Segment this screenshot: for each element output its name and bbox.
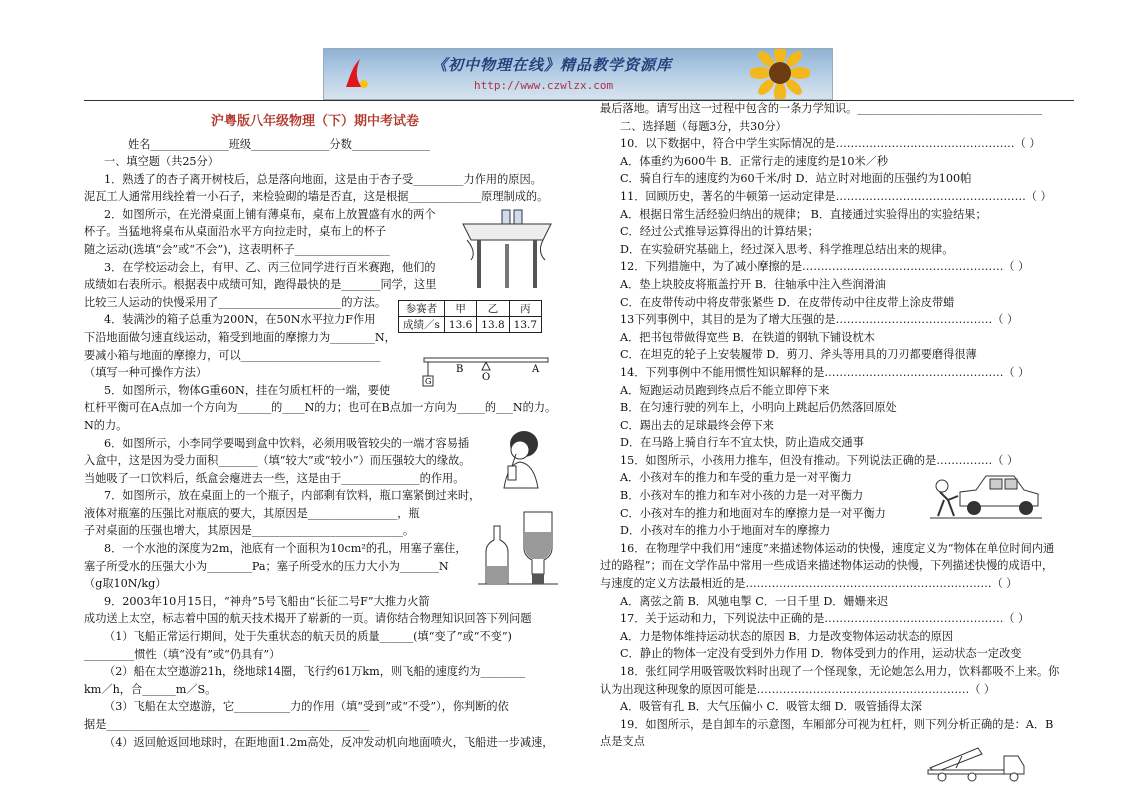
q6-line: 6．如图所示，小李同学要喝到盒中饮料，必须用吸管较尖的一端才容易插 (104, 436, 470, 450)
q18-stem: 认为出现这种现象的原因可能是…………………………………………………（ ） (600, 682, 996, 696)
q9-line: （4）返回舱返回地球时，在距地面1.2m高处，反冲发动机向地面喷火，飞船进一步减速， (104, 735, 554, 749)
q7-line: 子对桌面的压强也增大，其原因是___________________________。 (84, 524, 415, 538)
q14-option: A．短跑运动员跑到终点后不能立即停下来 (620, 383, 830, 397)
q15-option: D．小孩对车的推力小于地面对车的摩擦力 (620, 524, 831, 538)
q10-option: A．体重约为600牛 B．正常行走的速度约是10米／秒 (620, 154, 889, 168)
q9-line: 据是_______________________________________________ (84, 718, 370, 731)
lever-figure (420, 352, 555, 388)
q19-stem: 19．如图所示，是自卸车的示意图，车厢部分可视为杠杆，则下列分析正确的是：A．B (620, 717, 1054, 731)
child-pushing-car-figure (930, 466, 1042, 522)
table-row (399, 317, 542, 333)
q5-line: 杠杆平衡可在A点加一个方向为______的____N的力；也可在B点加一方向为_____的___N的力。 (84, 401, 557, 415)
q9-line: _________惯性（填“没有”或“仍具有”） (84, 647, 281, 661)
q13-stem: 13下列事例中，其目的是为了增大压强的是……………………………………（ ） (620, 313, 1019, 327)
table-row (399, 301, 542, 317)
q8-line: （g取10N/kg） (84, 577, 167, 591)
q1-line: 泥瓦工人通常用线拴着一小石子，来检验砌的墙是否直，这是根据_____________原理制成的。 (84, 190, 549, 204)
table-cups-figure (457, 200, 557, 292)
lever-label-o: O (482, 372, 491, 383)
q9-line: km／h，合______m／S。 (84, 682, 217, 696)
table-cell: 13.8 (477, 317, 509, 333)
q18-options: A．吸管有孔 B．大气压偏小 C．吸管太细 D．吸管插得太深 (620, 700, 922, 714)
q4-line: 要减小箱与地面的摩擦力，可以_________________________ (84, 348, 381, 362)
q2-line: 杯子。当猛地将桌布从桌面沿水平方向拉走时，桌布上的杯子 (84, 225, 387, 239)
table-header-cell: 参赛者 (399, 301, 445, 317)
q15-option: B．小孩对车的推力和车对小孩的力是一对平衡力 (620, 489, 864, 503)
section-fill-heading: 一、填空题（共25分） (104, 155, 219, 168)
banner-title: 《初中物理在线》精品教学资源库 (432, 56, 673, 74)
q9-line: （1）飞船正常运行期间，处于失重状态的航天员的质量______(填“变了”或“不变”) (104, 630, 512, 644)
q8-line: 8．一个水池的深度为2m，池底有一个面积为10cm²的孔，用塞子塞住， (104, 542, 467, 556)
q14-option: D．在马路上骑自行车不宜太快，防止造成交通事 (620, 436, 864, 450)
q15-option: C．小孩对车的推力和地面对车的摩擦力是一对平衡力 (620, 506, 886, 520)
q12-option: C．在皮带传动中将皮带张紧些 D．在皮带传动中往皮带上涂皮带蜡 (620, 295, 955, 309)
q6-line: 入盒中，这是因为受力面积_______（填“较大”或“较小”）而压强较大的缘故。 (84, 454, 471, 468)
table-cell: 13.7 (509, 317, 541, 333)
q10-stem: 10．以下数据中，符合中学生实际情况的是…………………………………………（ ） (620, 137, 1041, 151)
lever-label-g: G (425, 377, 432, 386)
q11-option: A．根据日常生活经验归纳出的规律； B．直接通过实验得出的实验结果； (620, 207, 987, 221)
q14-stem: 14．下列事例中不能用惯性知识解释的是…………………………………………（ ） (620, 365, 1030, 379)
site-banner (323, 48, 833, 100)
q14-option: B．在匀速行驶的列车上，小明向上跳起后仍然落回原处 (620, 401, 897, 415)
q14-option: C．踢出去的足球最终会停下来 (620, 418, 774, 432)
q3-line: 比较三人运动的快慢采用了______________________的方法。 (84, 295, 387, 309)
q2-line: 随之运动(选填“会”或“不会”)，这表明杯子_________________ (84, 242, 390, 256)
q10-option: C．骑自行车的速度约为60千米/时 D．站立时对地面的压强约为100帕 (620, 172, 972, 186)
q15-stem: 15．如图所示，小孩用力推车，但没有推动。下列说法正确的是……………（ ） (620, 453, 1019, 467)
table-header-cell: 丙 (509, 301, 541, 317)
q18-stem: 18．张红同学用吸管吸饮料时出现了一个怪现象，无论她怎么用力，饮料都吸不上来。你 (620, 665, 1060, 678)
exam-title: 沪粤版八年级物理（下）期中考试卷 (210, 114, 419, 129)
q17-stem: 17．关于运动和力，下列说法中正确的是…………………………………………（ ） (620, 612, 1030, 626)
q9-line: （3）飞船在太空遨游，它__________力的作用（填“受到”或“不受”），你判断的依 (104, 700, 509, 714)
q8-line: 塞子所受水的压强大小为________Pa；塞子所受水的压力大小为_______N (84, 559, 449, 573)
q3-line: 成绩如右表所示。根据表中成绩可知，跑得最快的是_______同学，这里 (84, 278, 437, 292)
lever-label-b: B (456, 364, 464, 375)
q19-stem: 点是支点 (600, 735, 645, 749)
q4-line: 下沿地面做匀速直线运动，箱受到地面的摩擦力为________N， (84, 330, 396, 344)
sunflower-icon (750, 48, 810, 100)
table-cell: 13.6 (444, 317, 476, 333)
girl-drinking-figure (490, 428, 552, 490)
dump-truck-figure (922, 742, 1032, 782)
q16-stem: 过的路程”；而在文学作品中常用一些成语来描述物体运动的快慢，下列描述快慢的成语中， (600, 559, 1054, 573)
q2-line: 2．如图所示，在光滑桌面上铺有薄桌布，桌布上放置盛有水的两个 (104, 207, 436, 221)
bottles-figure (478, 508, 558, 586)
q15-option: A．小孩对车的推力和车受的重力是一对平衡力 (620, 471, 852, 485)
q11-stem: 11．回顾历史，著名的牛顿第一运动定律是……………………………………………（ ） (620, 189, 1052, 203)
q7-line: 液体对瓶塞的压强比对瓶底的要大，其原因是________________，瓶 (84, 506, 420, 520)
site-logo-icon (342, 57, 370, 91)
student-info-line: 姓名______________班级______________分数______________ (128, 138, 431, 151)
race-results-table (398, 300, 542, 333)
q6-line: 当她吸了一口饮料后，纸盒会瘪进去一些，这是由于______________的作用。 (84, 471, 465, 485)
q5-line: N的力。 (84, 418, 128, 432)
q9-line: （2）船在太空遨游21h，绕地球14圈，飞行约61万km，则飞船的速度约为________ (104, 665, 526, 679)
q11-option: D．在实验研究基础上，经过深入思考、科学推理总结出来的规律。 (620, 242, 954, 256)
q4-line: （填写一种可操作方法） (84, 366, 208, 380)
q17-option: A．力是物体维持运动状态的原因 B．力是改变物体运动状态的原因 (620, 629, 954, 643)
right-column (600, 100, 1080, 751)
q13-option: A．把书包带做得宽些 B．在铁道的钢轨下铺设枕木 (620, 330, 875, 344)
table-header-cell: 甲 (444, 301, 476, 317)
q7-line: 7．如图所示，放在桌面上的一个瓶子，内部剩有饮料，瓶口塞紧倒过来时， (104, 489, 481, 503)
q9-continued-line: 最后落地。请写出这一过程中包含的一条力学知识。_________________________________ (600, 102, 1042, 115)
q1-line: 1．熟透了的杏子离开树枝后，总是落向地面，这是由于杏子受_________力作用的原因。 (104, 172, 542, 186)
q3-line: 3．在学校运动会上，有甲、乙、丙三位同学进行百米赛跑，他们的 (104, 260, 436, 274)
q12-option: A．垫上块胶皮将瓶盖拧开 B．往轴承中注入些润滑油 (620, 277, 886, 291)
q9-line: 成功送上太空，标志着中国的航天技术揭开了崭新的一页。请你结合物理知识回答下列问题 (84, 612, 532, 626)
q4-line: 4．装满沙的箱子总重为200N，在50N水平拉力F作用 (104, 313, 376, 327)
table-cell: 成绩／s (399, 317, 445, 333)
q16-stem: 与速度的定义方法最相近的是…………………………………………………………（ ） (600, 577, 1018, 591)
q5-line: 5．如图所示，物体G重60N，挂在匀质杠杆的一端，要使 (104, 383, 391, 397)
q11-option: C．经过公式推导运算得出的计算结果； (620, 225, 819, 239)
banner-url: http://www.czwlzx.com (474, 79, 614, 92)
section-choice-heading: 二、选择题（每题3分，共30分） (620, 119, 787, 133)
table-header-cell: 乙 (477, 301, 509, 317)
q9-line: 9．2003年10月15日，“神舟”5号飞船由“长征二号F”大推力火箭 (104, 594, 430, 608)
q17-option: C．静止的物体一定没有受到外力作用 D．物体受到力的作用，运动状态一定改变 (620, 647, 1022, 661)
q13-option: C．在坦克的轮子上安装履带 D．剪刀、斧头等用具的刀刃都要磨得很薄 (620, 348, 977, 362)
lever-label-a: A (532, 364, 540, 375)
q16-options: A．离弦之箭 B．风驰电掣 C．一日千里 D．姗姗来迟 (620, 594, 889, 608)
q12-stem: 12．下列措施中，为了减小摩擦的是………………………………………………（ ） (620, 260, 1030, 274)
q16-stem: 16．在物理学中我们用“速度”来描述物体运动的快慢，速度定义为“物体在单位时间内通 (620, 541, 1055, 555)
